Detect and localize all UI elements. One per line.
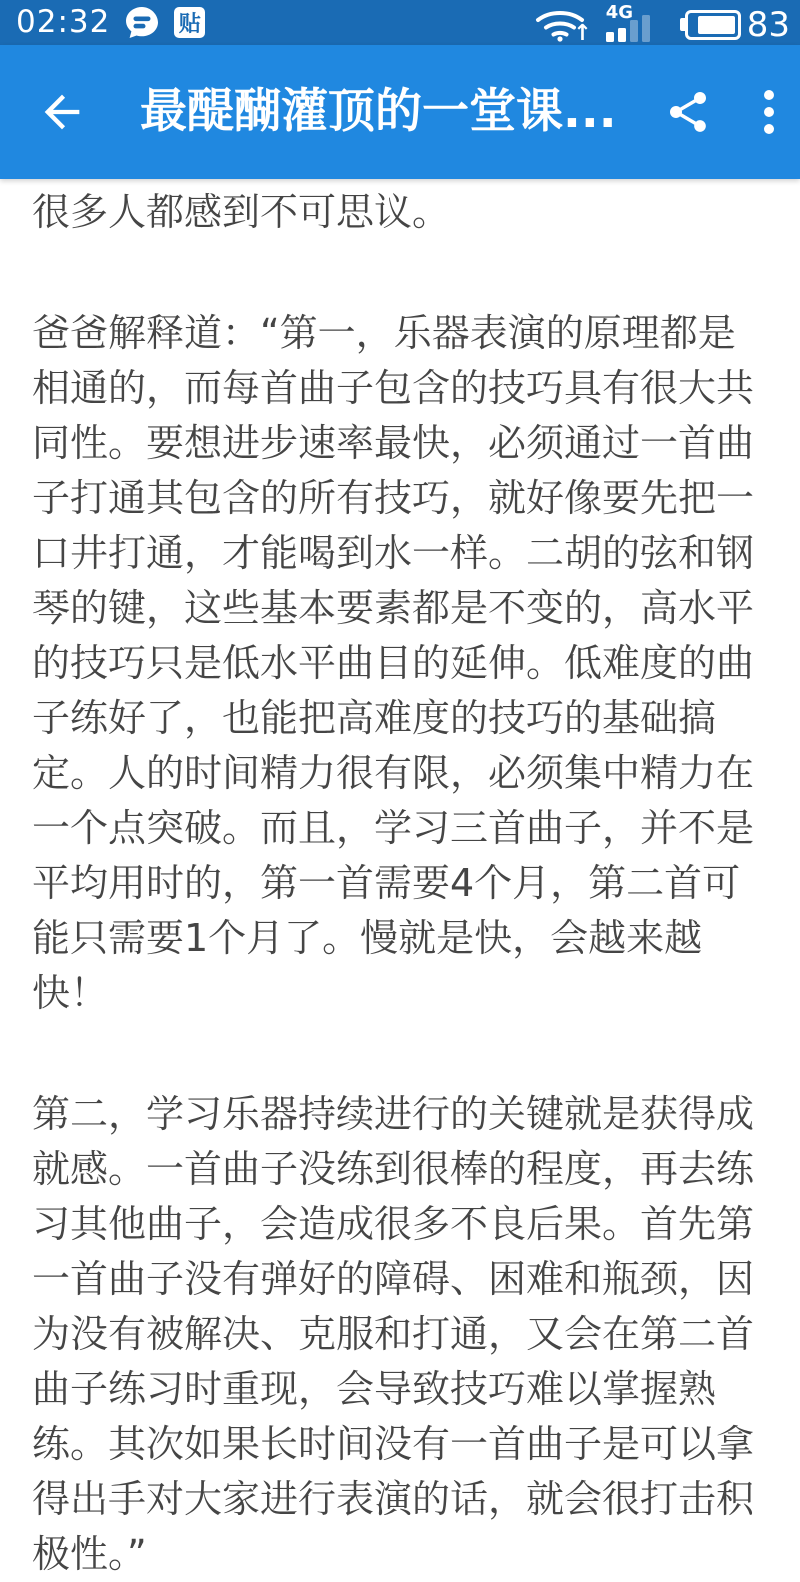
wifi-icon (532, 6, 594, 46)
share-icon (664, 88, 712, 136)
chat-bubble-icon (125, 6, 159, 39)
signal-bars-icon (606, 15, 650, 42)
share-button[interactable] (664, 88, 712, 136)
battery-status (680, 4, 790, 45)
clock: 02:32 (16, 4, 111, 40)
article-paragraph-2: 爸爸解释道：“第一，乐器表演的原理都是相通的，而每首曲子包含的技巧具有很大共同性。要想进步速率最快，必须通过一首曲子打通其包含的所有技巧，就好像要先把一口井打通，才能喝到水一样。二胡的弦和钢琴的键，这些基本要素都是不变的，高水平的技巧只是低水平曲目的延伸。低难度的曲子练好了，也能把高难度的技巧的基础搞定。人的时间精力很有限，必须集中精力在一个点突破。而且，学习三首曲子，并不是平均用时的，第一首需要4个月，第二首可能只需要1个月了。慢就是快，会越来越快！ (32, 311, 755, 1015)
vertical-ellipsis-icon (764, 90, 774, 134)
article-content (0, 179, 800, 1582)
app-bar (0, 45, 800, 179)
article-paragraph-1: 很多人都感到不可思议。 (32, 190, 451, 234)
status-bar-right (532, 1, 790, 46)
back-arrow-icon (36, 86, 88, 138)
status-bar (0, 0, 800, 45)
back-button[interactable] (36, 86, 88, 138)
tieba-badge-icon: 贴 (174, 7, 205, 38)
battery-percent: 83 (746, 4, 790, 45)
status-bar-left (16, 6, 205, 39)
cellular-signal-icon (605, 1, 668, 42)
wifi-upload-arrow-icon: ↑ (573, 20, 592, 46)
network-type-label: 4G (605, 1, 634, 23)
battery-icon (680, 10, 741, 40)
article-paragraph-3: 第二，学习乐器持续进行的关键就是获得成就感。一首曲子没练到很棒的程度，再去练习其他曲子，会造成很多不良后果。首先第一首曲子没有弹好的障碍、困难和瓶颈，因为没有被解决、克服和打通，又会在第二首曲子练习时重现，会导致技巧难以掌握熟练。其次如果长时间没有一首曲子是可以拿得出手对大家进行表演的话，就会很打击积极性。” (32, 1092, 755, 1576)
page-title: 最醍醐灌顶的一堂课... (140, 83, 617, 139)
overflow-menu-button[interactable] (764, 90, 774, 134)
